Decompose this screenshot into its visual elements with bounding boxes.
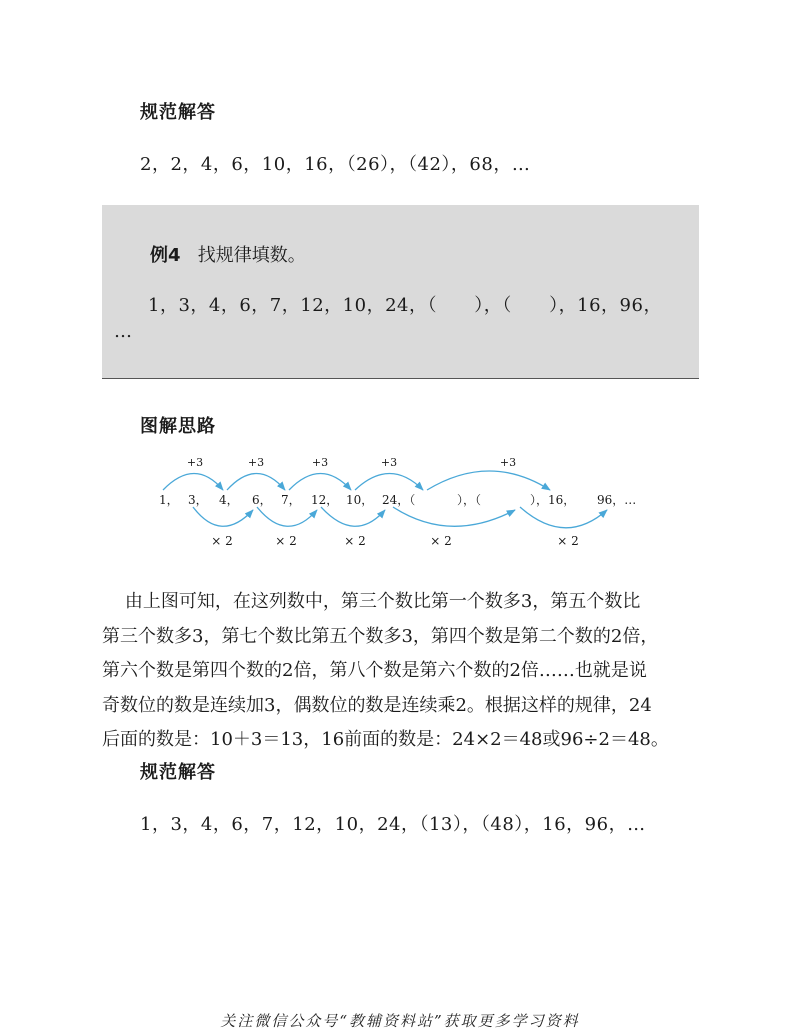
example-sequence: 1，3，4，6，7，12，10，24，（ ），（ ），16，96， [148,295,662,316]
explanation-line: 由上图可知，在这列数中，第三个数比第一个数多3，第五个数比 [102,591,641,612]
diagram-number: 7， [281,493,301,507]
sequence-pattern-diagram [145,452,665,552]
diagram-number: 24，（ [382,493,416,507]
add-label: +3 [311,456,329,469]
diagram-number: 10， [346,493,374,507]
diagram-number: 6， [252,493,272,507]
explanation-paragraph [102,585,702,758]
example-title [150,241,306,267]
diagram-heading: 图解思路 [140,416,216,437]
explanation-line: 第六个数是第四个数的2倍，第八个数是第六个数的2倍……也就是说 [102,660,647,681]
add-label: +3 [247,456,265,469]
mul-arrow-3 [321,507,385,526]
diagram-number: ），（ [457,493,482,507]
example-instruction: 找规律填数。 [197,245,306,266]
diagram-number: 4， [219,493,239,507]
add-label: +3 [499,456,517,469]
answer-heading-2: 规范解答 [140,762,216,783]
add-arrow-3 [289,474,351,491]
add-arrow-1 [163,474,223,491]
mul-label: × 2 [344,534,366,548]
add-label: +3 [380,456,398,469]
explanation-line: 后面的数是：10＋3＝13，16前面的数是：24×2＝48或96÷2＝48。 [102,729,669,750]
example-sequence-continuation: … [114,321,132,342]
explanation-line: 第三个数多3，第七个数比第五个数多3，第四个数是第二个数的2倍， [102,625,659,647]
add-arrow-4 [355,474,423,491]
answer-heading-1: 规范解答 [140,102,216,123]
mul-arrow-2 [257,507,317,526]
mul-label: × 2 [211,534,233,548]
diagram-number: ），16， [530,493,576,507]
diagram-number: 96，… [597,493,637,507]
explanation-line: 奇数位的数是连续加3，偶数位的数是连续乘2。根据这样的规律，24 [102,694,652,716]
footer-watermark-text: 关注微信公众号“教辅资料站”获取更多学习资料 [220,1012,580,1030]
mul-label: × 2 [430,534,452,548]
mul-label: × 2 [557,534,579,548]
diagram-number: 1， [159,493,179,507]
answer-sequence-2: 1，3，4，6，7，12，10，24，（13），（48），16，96，… [140,814,646,835]
mul-arrow-5 [520,507,607,528]
mul-label: × 2 [275,534,297,548]
example-label: 例4 [150,245,181,266]
diagram-number: 3， [188,493,208,507]
mul-arrow-4 [393,507,515,526]
add-label: +3 [186,456,204,469]
add-arrow-5 [427,471,550,490]
diagram-number: 12， [311,493,339,507]
answer-sequence-1: 2，2，4，6，10，16，（26），（42），68，… [140,154,531,175]
mul-arrow-1 [193,507,253,526]
add-arrow-2 [227,474,285,491]
example-box [102,205,699,379]
